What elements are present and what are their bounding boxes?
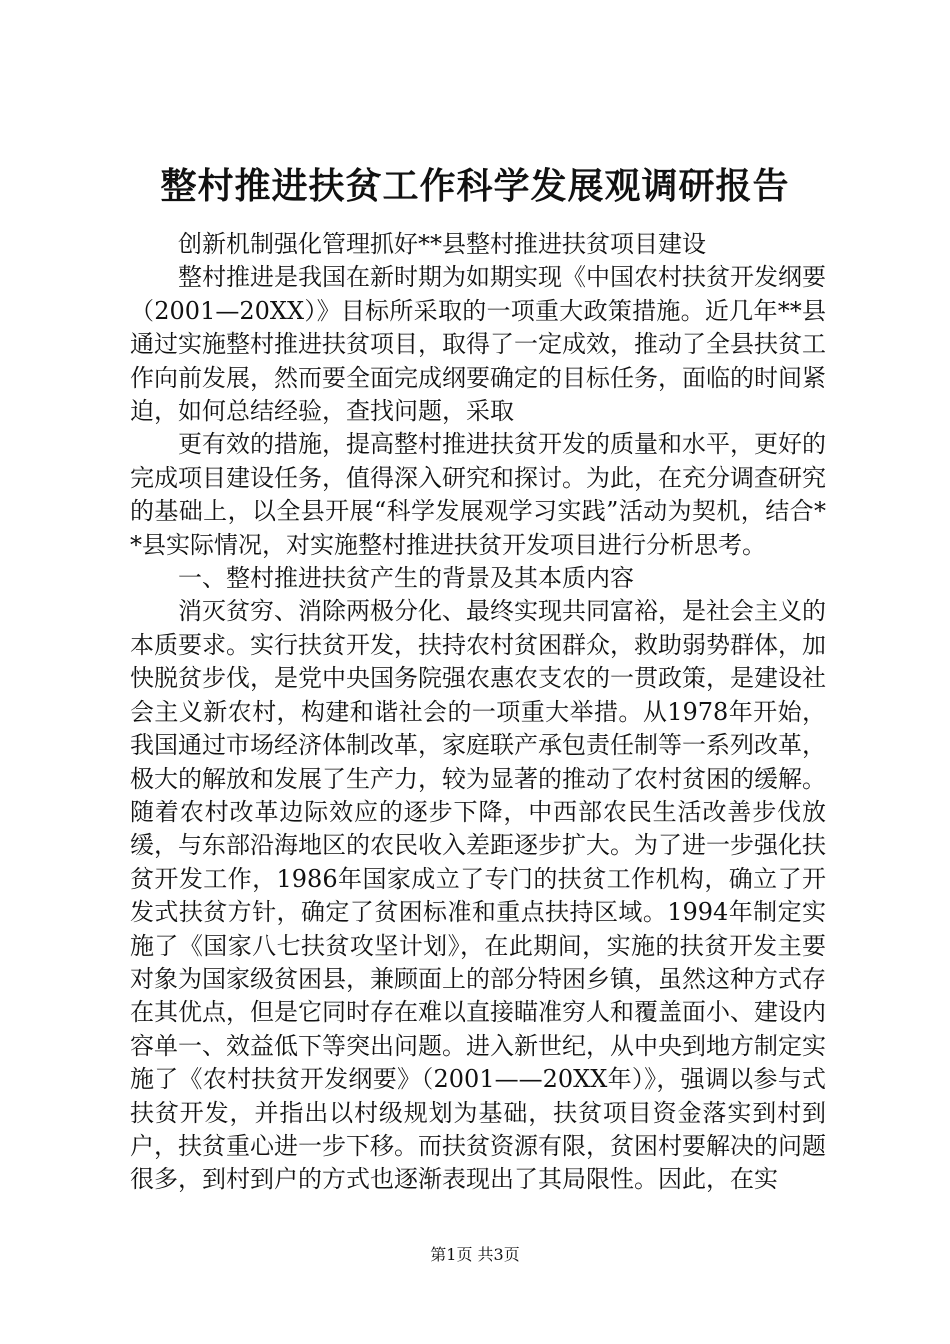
document-title: 整村推进扶贫工作科学发展观调研报告 [160, 165, 790, 207]
body-paragraph: 消灭贫穷、消除两极分化、最终实现共同富裕，是社会主义的本质要求。实行扶贫开发，扶持农村贫困群众，救助弱势群体，加快脱贫步伐，是党中央国务院强农惠农支农的一贯政策，是建设社会主义新农村，构建和谐社会的一项重大举措。从1978年开始，我国通过市场经济体制改革，家庭联产承包责任制等一系列改革，极大的解放和发展了生产力，较为显著的推动了农村贫困的缓解。随着农村改革边际效应的逐步下降，中西部农民生活改善步伐放缓，与东部沿海地区的农民收入差距逐步扩大。为了进一步强化扶贫开发工作，1986年国家成立了专门的扶贫工作机构，确立了开发式扶贫方针，确定了贫困标准和重点扶持区域。1994年制定实施了《国家八七扶贫攻坚计划》，在此期间，实施的扶贫开发主要对象为国家级贫困县，兼顾面上的部分特困乡镇，虽然这种方式存在其优点，但是它同时存在难以直接瞄准穷人和覆盖面小、建设内容单一、效益低下等突出问题。进入新世纪，从中央到地方制定实施了《农村扶贫开发纲要》（2001——20XX年）》，强调以参与式扶贫开发，并指出以村级规划为基础，扶贫项目资金落实到村到户，扶贫重心进一步下移。而扶贫资源有限，贫困村要解决的问题很多，到村到户的方式也逐渐表现出了其局限性。因此，在实 [130, 597, 826, 1194]
subtitle-paragraph: 创新机制强化管理抓好**县整村推进扶贫项目建设 [178, 230, 706, 258]
body-paragraph: 整村推进是我国在新时期为如期实现《中国农村扶贫开发纲要（2001—20XX）》目标所采取的一项重大政策措施。近几年**县通过实施整村推进扶贫项目，取得了一定成效，推动了全县扶贫工作向前发展，然而要全面完成纲要确定的目标任务，面临的时间紧迫，如何总结经验，查找问题，采取 [130, 263, 826, 426]
document-body [130, 228, 826, 1197]
section-heading: 一、整村推进扶贫产生的背景及其本质内容 [178, 564, 634, 593]
page-footer: 第1页 共3页 [430, 1245, 520, 1264]
body-paragraph: 更有效的措施，提高整村推进扶贫开发的质量和水平，更好的完成项目建设任务，值得深入研究和探讨。为此，在充分调查研究的基础上，以全县开展“科学发展观学习实践”活动为契机，结合**县实际情况，对实施整村推进扶贫开发项目进行分析思考。 [130, 430, 826, 559]
